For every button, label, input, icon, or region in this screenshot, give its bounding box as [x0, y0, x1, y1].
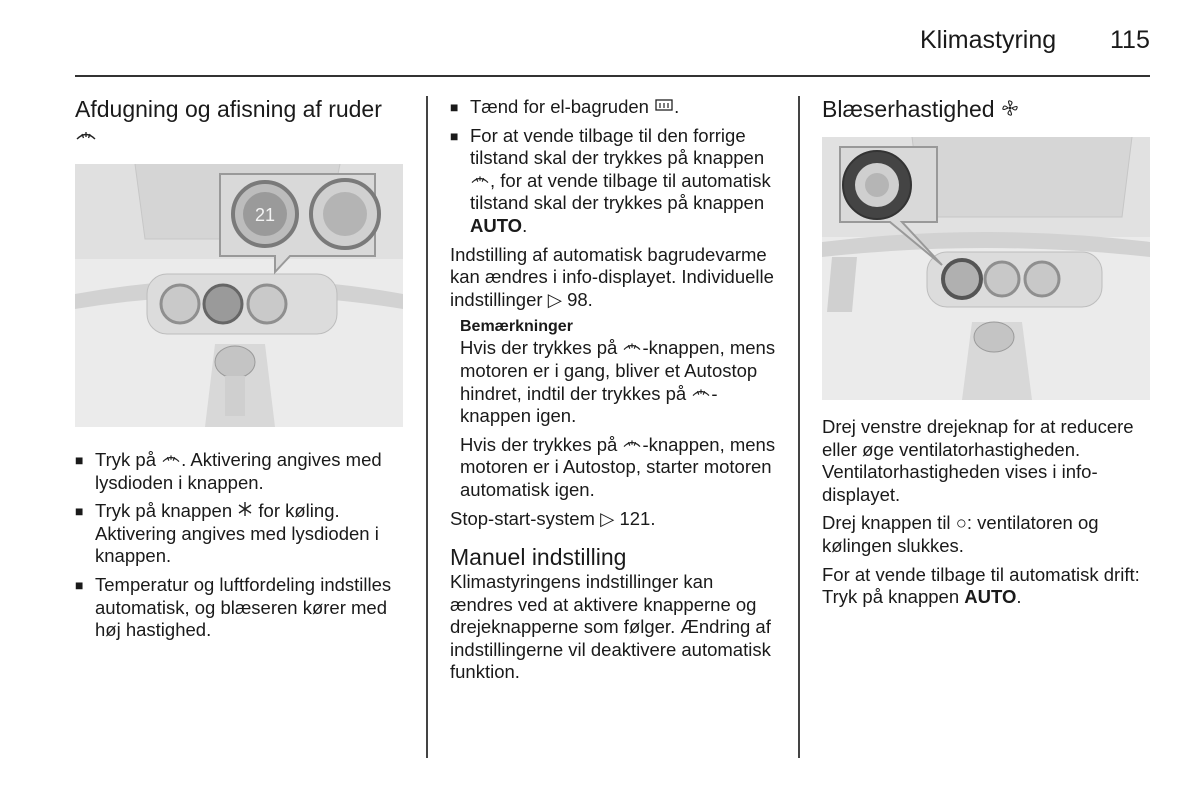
page-ref-icon: ▷ — [600, 507, 615, 529]
text: : ventilatoren og kølingen slukkes. — [822, 512, 1099, 556]
text: , for at vende tilbage til automatisk tilstand skal der trykkes på knappen — [470, 169, 771, 214]
text: Temperatur og luftfordeling indstilles automatisk, og blæseren kører med høj hastighed. — [95, 573, 392, 641]
heading-fan-speed — [822, 96, 1152, 123]
text: Tryk på knappen — [95, 500, 238, 522]
auto-label: AUTO — [964, 586, 1017, 608]
note-block — [460, 317, 780, 501]
text: -knappen, mens motoren er i Autostop, starter motoren automatisk igen. — [460, 433, 776, 500]
heading-fan-text: Blæserhastighed — [822, 96, 995, 122]
rear-window-steps — [450, 96, 780, 238]
paragraph: Indstilling af automatisk bagrudevarme kan ændres i info-displayet. Individuelle indstillinger ▷ 98. — [450, 243, 774, 310]
page-reference: 98 — [567, 288, 588, 310]
text: for køling. Aktivering angives med lysdioden i knappen. — [95, 500, 379, 567]
page-number: 115 — [1110, 26, 1150, 54]
heading-manual: Manuel indstilling — [450, 544, 627, 571]
text: Tænd for el-bagruden — [470, 96, 655, 117]
list-item — [450, 96, 780, 119]
paragraph: Drej venstre drejeknap for at reducere eller øge ventilatorhastigheden. Ventilatorhastigheden vises i info-displayet. — [822, 416, 1134, 505]
off-circle-icon: ○ — [955, 512, 967, 534]
text: . Aktivering angives med lysdioden i knappen. — [95, 449, 382, 493]
section-title: Klimastyring — [920, 26, 1057, 54]
text: . — [1016, 586, 1022, 608]
text: Indstilling af automatisk bagrudevarme kan ændres i info-displayet. Individuelle indstillinger — [450, 243, 774, 310]
defrost-steps — [75, 449, 410, 642]
paragraph — [822, 512, 1152, 557]
text: . — [674, 96, 680, 117]
defrost-icon — [691, 384, 711, 400]
text: -knappen igen. — [460, 382, 718, 427]
paragraph — [822, 564, 1152, 609]
note-paragraph — [460, 434, 780, 502]
ac-snowflake-icon — [237, 501, 253, 517]
fan-icon — [1001, 99, 1019, 117]
defrost-icon — [75, 126, 97, 144]
text: Hvis der trykkes på — [460, 337, 623, 359]
note-heading: Bemærkninger — [460, 318, 573, 336]
temp-display-value: 21 — [254, 205, 276, 225]
list-item — [75, 574, 410, 642]
text: For at vende tilbage til automatisk drift: Tryk på knappen — [822, 563, 1140, 608]
defrost-icon — [622, 435, 642, 451]
column-divider-2 — [798, 96, 800, 758]
note-paragraph — [460, 337, 780, 427]
column-divider-1 — [426, 96, 428, 758]
paragraph: Klimastyringens indstillinger kan ændres ved at aktivere knapperne og drejeknapperne som følger. Ændring af indstillingerne vil deaktivere automatisk funktion. — [450, 571, 771, 683]
paragraph: Stop-start-system ▷ 121. — [450, 507, 656, 529]
text: For at vende tilbage til den forrige tilstand skal der trykkes på knappen — [470, 124, 765, 169]
defrost-icon — [622, 338, 642, 354]
defrost-icon — [470, 171, 490, 187]
page-reference: 121 — [619, 507, 651, 529]
auto-label: AUTO — [470, 214, 523, 236]
text: -knappen, mens motoren er i gang, bliver et Autostop hindret, indtil der trykkes på — [460, 337, 776, 404]
list-item — [450, 125, 780, 238]
column-2 — [450, 96, 780, 690]
text: . — [522, 214, 528, 236]
column-3 — [822, 96, 1152, 615]
rear-window-heat-icon — [654, 97, 674, 113]
text: Stop-start-system — [450, 507, 601, 529]
text: Tryk på — [95, 449, 162, 470]
heading-defrost-text: Afdugning og afisning af ruder — [75, 96, 382, 122]
text: Drej knappen til — [822, 512, 956, 534]
list-item — [75, 500, 410, 568]
page-ref-icon: ▷ — [547, 288, 562, 310]
climate-control-illustration — [75, 164, 403, 427]
defrost-icon — [161, 450, 181, 466]
list-item — [75, 449, 410, 494]
text: Hvis der trykkes på — [460, 433, 623, 455]
column-1 — [75, 96, 410, 648]
fan-control-illustration — [822, 137, 1150, 400]
heading-defrost — [75, 96, 410, 150]
header-rule — [75, 75, 1150, 77]
